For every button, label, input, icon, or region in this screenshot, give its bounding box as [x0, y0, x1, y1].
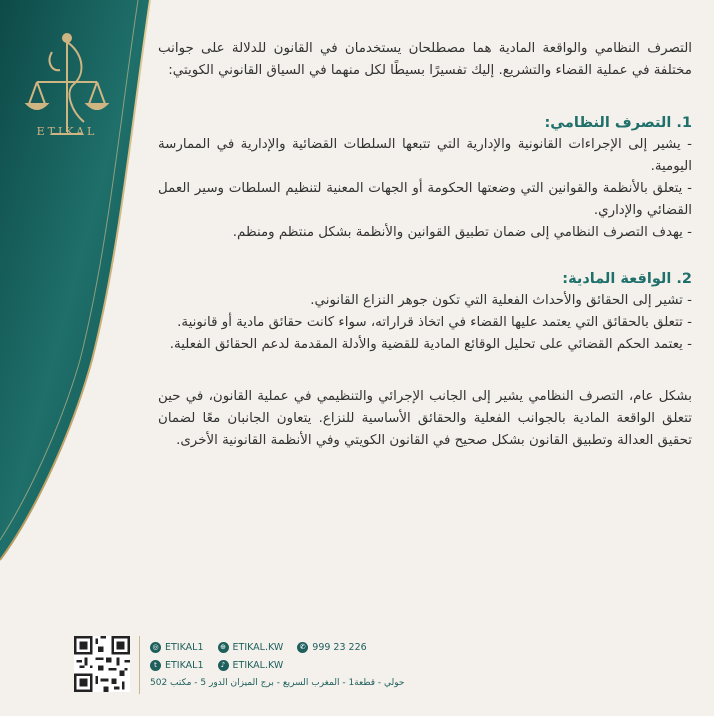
conclusion-paragraph: بشكل عام، التصرف النظامي يشير إلى الجانب الإجرائي والتنظيمي في عملية القانون، في حين تتعلق الواقعة المادية بالجوانب الفعلية والحقائق الأساسية للنزاع. يتعاون الجانبان معًا لضمان تحقيق العدالة وتطبيق القانون بشكل صحيح في القانون الكويتي وفي الأنظمة القانونية الأخرى. [158, 389, 692, 448]
brand-name: ETIKAL [36, 125, 98, 138]
website-link[interactable] [218, 642, 284, 653]
section1-title: 1. التصرف النظامي: [544, 115, 692, 131]
intro-paragraph: التصرف النظامي والواقعة المادية هما مصطلحان يستخدمان في القانون للدلالة على جوانب مختلفة في عملية القضاء والتشريع. إليك تفسيرًا بسيطًا لكل منهما في السياق القانوني الكويتي: [158, 41, 692, 78]
instagram-handle: ETIKAL1 [165, 642, 204, 653]
twitter-handle: ETIKAL1 [165, 660, 204, 671]
footer-divider [139, 636, 140, 694]
etikal-logo-icon [12, 22, 122, 162]
tiktok-handle: ETIKAL.KW [232, 660, 284, 671]
qr-code[interactable] [74, 636, 130, 692]
instagram-icon: ◎ [150, 642, 161, 653]
instagram-link[interactable] [150, 642, 204, 653]
article-body [158, 38, 692, 452]
whatsapp-icon: ✆ [297, 642, 308, 653]
twitter-link[interactable] [150, 660, 204, 671]
section1-point: - يتعلق بالأنظمة والقوانين التي وضعتها الحكومة أو الجهات المعنية لتنظيم السلطات وسير العمل القضائي والإداري. [158, 181, 692, 218]
section1-point: - يهدف التصرف النظامي إلى ضمان تطبيق القوانين والأنظمة بشكل منتظم ومنظم. [232, 225, 692, 240]
twitter-icon: t [150, 660, 161, 671]
office-address: حولي - قطعة1 - المغرب السريع - برج الميزان الدور 5 - مكتب 502 [150, 678, 405, 688]
footer-row-2 [150, 660, 283, 671]
section2-point: - تتعلق بالحقائق التي يعتمد عليها القضاء في اتخاذ قراراته، سواء كانت حقائق مادية أو قانونية. [177, 315, 692, 330]
section2-title: 2. الواقعة المادية: [562, 271, 692, 287]
tiktok-icon: ♪ [218, 660, 229, 671]
section1-point: - يشير إلى الإجراءات القانونية والإدارية التي تتبعها السلطات القضائية والإدارية في الممارسة اليومية. [158, 137, 692, 174]
section2-point: - يعتمد الحكم القضائي على تحليل الوقائع المادية للقضية والأدلة المقدمة لدعم الحقائق الفعلية. [169, 337, 692, 352]
phone-number: 999 23 226 [312, 642, 367, 653]
section2-point: - تشير إلى الحقائق والأحداث الفعلية التي تكون جوهر النزاع القانوني. [310, 293, 692, 308]
globe-icon: ⊕ [218, 642, 229, 653]
phone-link[interactable] [297, 642, 366, 653]
website-text: ETIKAL.KW [232, 642, 284, 653]
footer-row-1 [150, 642, 367, 653]
tiktok-link[interactable] [218, 660, 284, 671]
